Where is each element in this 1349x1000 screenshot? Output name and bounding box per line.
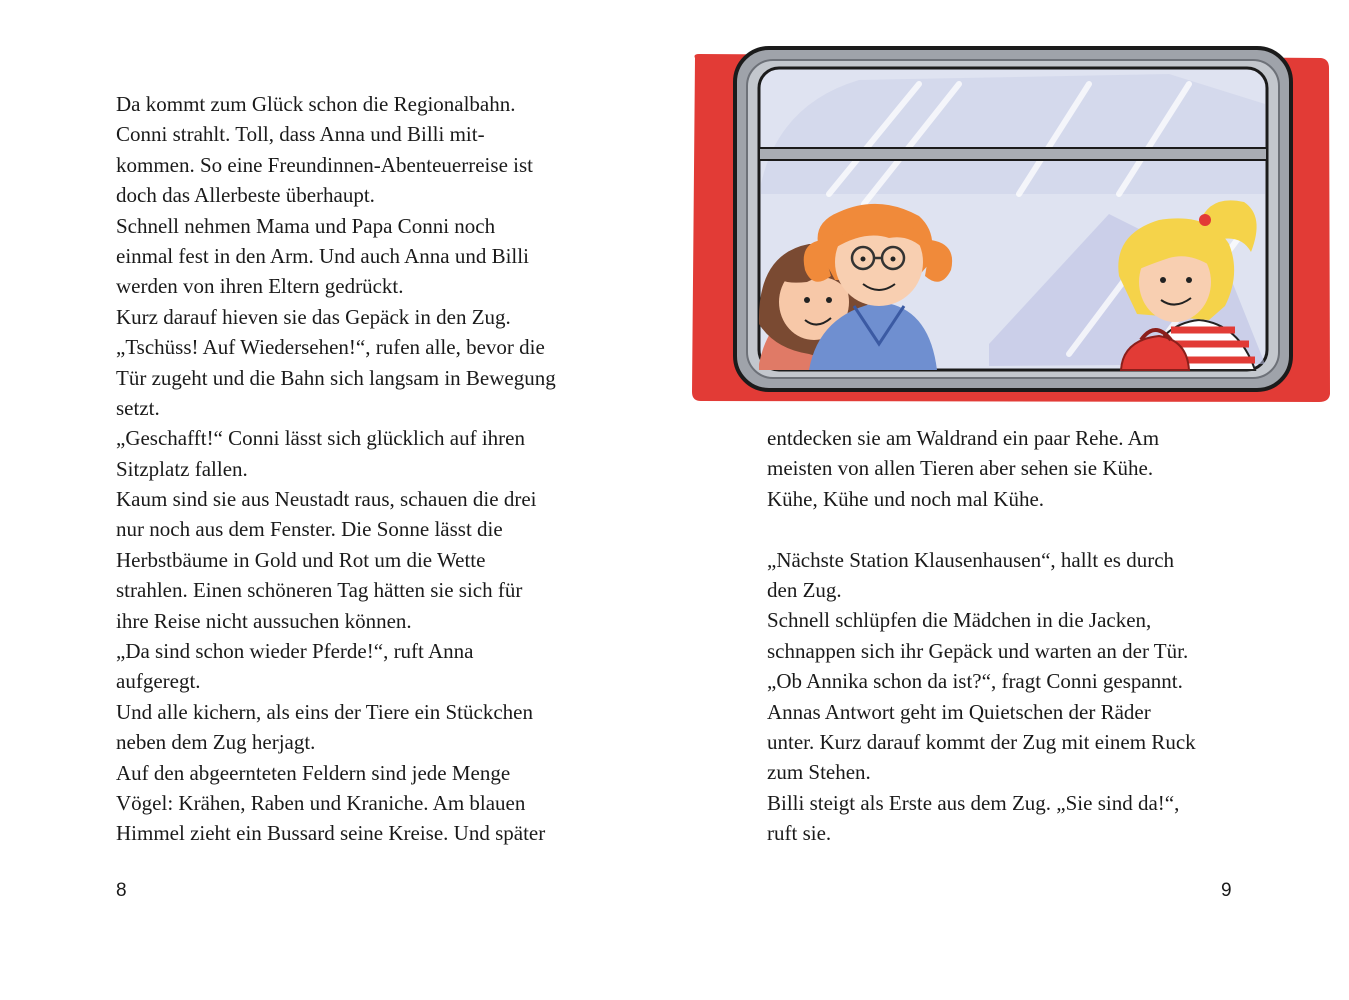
text-line: setzt. (116, 395, 160, 420)
text-line: „Da sind schon wieder Pferde!“, ruft Anna (116, 639, 474, 664)
text-line: neben dem Zug herjagt. (116, 730, 316, 755)
text-line: Billi steigt als Erste aus dem Zug. „Sie sind da!“, (767, 790, 1180, 815)
text-line: schnappen sich ihr Gepäck und warten an der Tür. (767, 638, 1189, 663)
window-divider (759, 148, 1267, 160)
text-line: „Tschüss! Auf Wiedersehen!“, rufen alle, bevor die (116, 335, 545, 360)
text-line: Kühe, Kühe und noch mal Kühe. (767, 486, 1045, 511)
text-line: Vögel: Krähen, Raben und Kraniche. Am blauen (116, 790, 526, 815)
text-line: doch das Allerbeste überhaupt. (116, 183, 375, 208)
train-window-illustration (689, 44, 1331, 406)
text-line: nur noch aus dem Fenster. Die Sonne lässt die (116, 517, 503, 542)
text-line: „Nächste Station Klausenhausen“, hallt es durch (767, 547, 1175, 572)
text-line: Sitzplatz fallen. (116, 456, 248, 481)
text-line: Conni strahlt. Toll, dass Anna und Billi mit- (116, 122, 485, 147)
text-line: aufgeregt. (116, 669, 201, 694)
text-line: strahlen. Einen schöneren Tag hätten sie sich für (116, 578, 523, 603)
text-line: ruft sie. (767, 821, 832, 846)
page-number-left: 8 (116, 880, 127, 901)
text-line: meisten von allen Tieren aber sehen sie Kühe. (767, 456, 1154, 481)
text-line: Kurz darauf hieven sie das Gepäck in den Zug. (116, 304, 511, 329)
text-line: Und alle kichern, als eins der Tiere ein Stückchen (116, 699, 533, 724)
text-line: unter. Kurz darauf kommt der Zug mit einem Ruck (767, 729, 1196, 754)
text-line: Auf den abgeernteten Feldern sind jede Menge (116, 760, 511, 785)
right-page-text (767, 423, 1196, 848)
text-line: Herbstbäume in Gold und Rot um die Wette (116, 547, 486, 572)
left-page-text (116, 89, 556, 849)
right-page (675, 0, 1349, 1000)
text-line: Himmel zieht ein Bussard seine Kreise. Und später (116, 821, 546, 846)
text-line: Da kommt zum Glück schon die Regionalbahn. (116, 92, 516, 116)
text-line: Kaum sind sie aus Neustadt raus, schauen die drei (116, 487, 537, 512)
text-line: ihre Reise nicht aussuchen können. (116, 608, 412, 633)
text-line: „Geschafft!“ Conni lässt sich glücklich auf ihren (116, 426, 525, 451)
text-line (767, 514, 1196, 544)
text-line: entdecken sie am Waldrand ein paar Rehe. Am (767, 426, 1160, 450)
text-line: den Zug. (767, 577, 842, 602)
page-number-right: 9 (1221, 880, 1232, 901)
left-page (0, 0, 674, 1000)
text-line: „Ob Annika schon da ist?“, fragt Conni gespannt. (767, 669, 1183, 694)
text-line: einmal fest in den Arm. Und auch Anna und Billi (116, 243, 529, 268)
text-line: Schnell schlüpfen die Mädchen in die Jacken, (767, 608, 1152, 633)
text-line: Annas Antwort geht im Quietschen der Räder (767, 699, 1151, 724)
text-line: werden von ihren Eltern gedrückt. (116, 274, 404, 299)
text-line: Schnell nehmen Mama und Papa Conni noch (116, 213, 496, 238)
text-line: Tür zugeht und die Bahn sich langsam in Bewegung (116, 365, 556, 390)
text-line: zum Stehen. (767, 760, 871, 785)
text-line: kommen. So eine Freundinnen-Abenteuerreise ist (116, 152, 533, 177)
